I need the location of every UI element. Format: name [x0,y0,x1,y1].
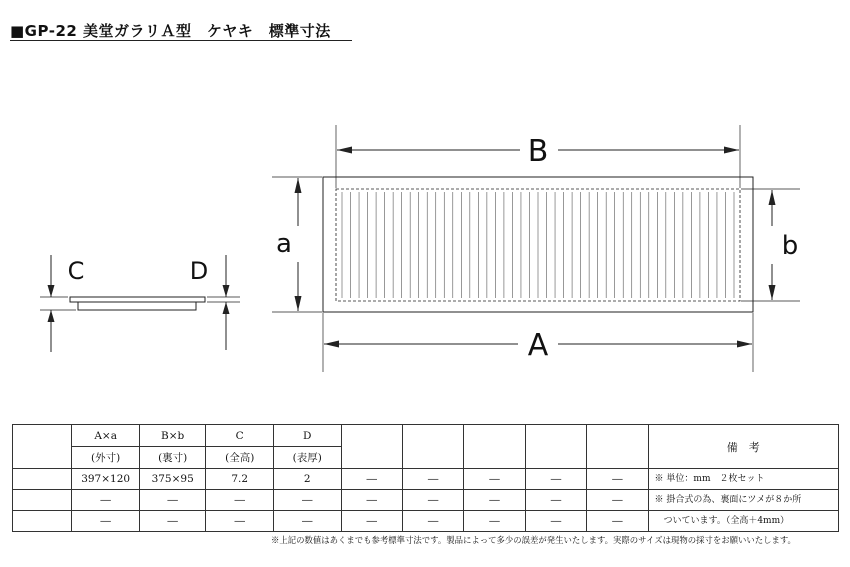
c-arrowhead-bottom [48,310,55,322]
table-cell: 375×95 [139,469,206,490]
table-cell: ― [341,490,402,511]
header-cell: D [273,425,341,447]
header-cell: B×b [139,425,206,447]
table-cell: ― [402,469,463,490]
d-arrowhead-top [223,285,230,297]
table-cell: ― [341,511,402,532]
dimension-label-a: A [527,328,549,363]
b-arrowhead-right [724,147,739,154]
dimension-label-small-a: a [276,229,292,259]
row-label-cell [13,490,72,511]
table-cell: ― [72,511,140,532]
table-cell: ― [206,490,274,511]
c-arrowhead-top [48,285,55,297]
table-cell: ― [464,469,525,490]
table-cell: ― [402,490,463,511]
remark-line: ※ 単位：mm ２枚セット [648,469,838,490]
table-cell: ― [402,511,463,532]
row-label-cell [13,511,72,532]
d-arrowhead-bottom [223,302,230,314]
dimension-label-small-b: b [781,231,799,261]
row-label-cell [13,469,72,490]
remark-line: ※ 掛合式の為、裏面にツメが８か所 [648,490,838,511]
table-cell: ― [525,511,586,532]
page-title: ■GP-22 美堂ガラリＡ型 ケヤキ 標準寸法 [10,22,331,40]
small-b-arrowhead-bottom [769,285,776,300]
footnote: ※上記の数値はあくまでも参考標準寸法です。製品によって多少の誤差が発生いたします。実際のサイズは現物の採寸をお願いいたします。 [271,535,796,545]
small-a-arrowhead-bottom [295,296,302,311]
b-arrowhead-left [337,147,352,154]
dimension-label-b: B [527,134,549,169]
table-row [13,469,839,490]
header-row-top [13,425,839,447]
header-empty-cell [587,425,648,469]
dimension-label-d: D [189,257,209,285]
a-arrowhead-left [324,341,339,348]
table-cell: ― [206,511,274,532]
header-empty-cell [464,425,525,469]
side-view-body [78,302,196,310]
header-subcell: (表厚) [273,447,341,469]
table-cell: ― [525,469,586,490]
header-empty-cell [525,425,586,469]
header-cell: C [206,425,274,447]
table-cell: ― [525,490,586,511]
table-cell: ― [273,511,341,532]
header-subcell: (裏寸) [139,447,206,469]
table-cell: ― [464,511,525,532]
spec-table [12,424,839,532]
header-empty-cell [341,425,402,469]
table-cell: ― [464,490,525,511]
small-a-arrowhead-top [295,178,302,193]
header-cell: A×a [72,425,140,447]
table-row [13,490,839,511]
side-view-plate [70,297,205,302]
table-cell: ― [273,490,341,511]
header-blank-cell [13,425,72,469]
header-subcell: (全高) [206,447,274,469]
remarks-header: 備 考 [648,425,838,469]
table-cell: ― [139,490,206,511]
table-cell: 397×120 [72,469,140,490]
header-empty-cell [402,425,463,469]
a-arrowhead-right [737,341,752,348]
table-row [13,511,839,532]
small-b-arrowhead-top [769,190,776,205]
table-cell: ― [587,511,648,532]
table-cell: 7.2 [206,469,274,490]
table-cell: ― [341,469,402,490]
remark-line: ついています。（全高＋4mm） [648,511,838,532]
table-cell: ― [139,511,206,532]
table-cell: ― [587,490,648,511]
header-subcell: (外寸) [72,447,140,469]
table-cell: 2 [273,469,341,490]
table-cell: ― [587,469,648,490]
table-cell: ― [72,490,140,511]
dimension-label-c: C [67,257,85,285]
